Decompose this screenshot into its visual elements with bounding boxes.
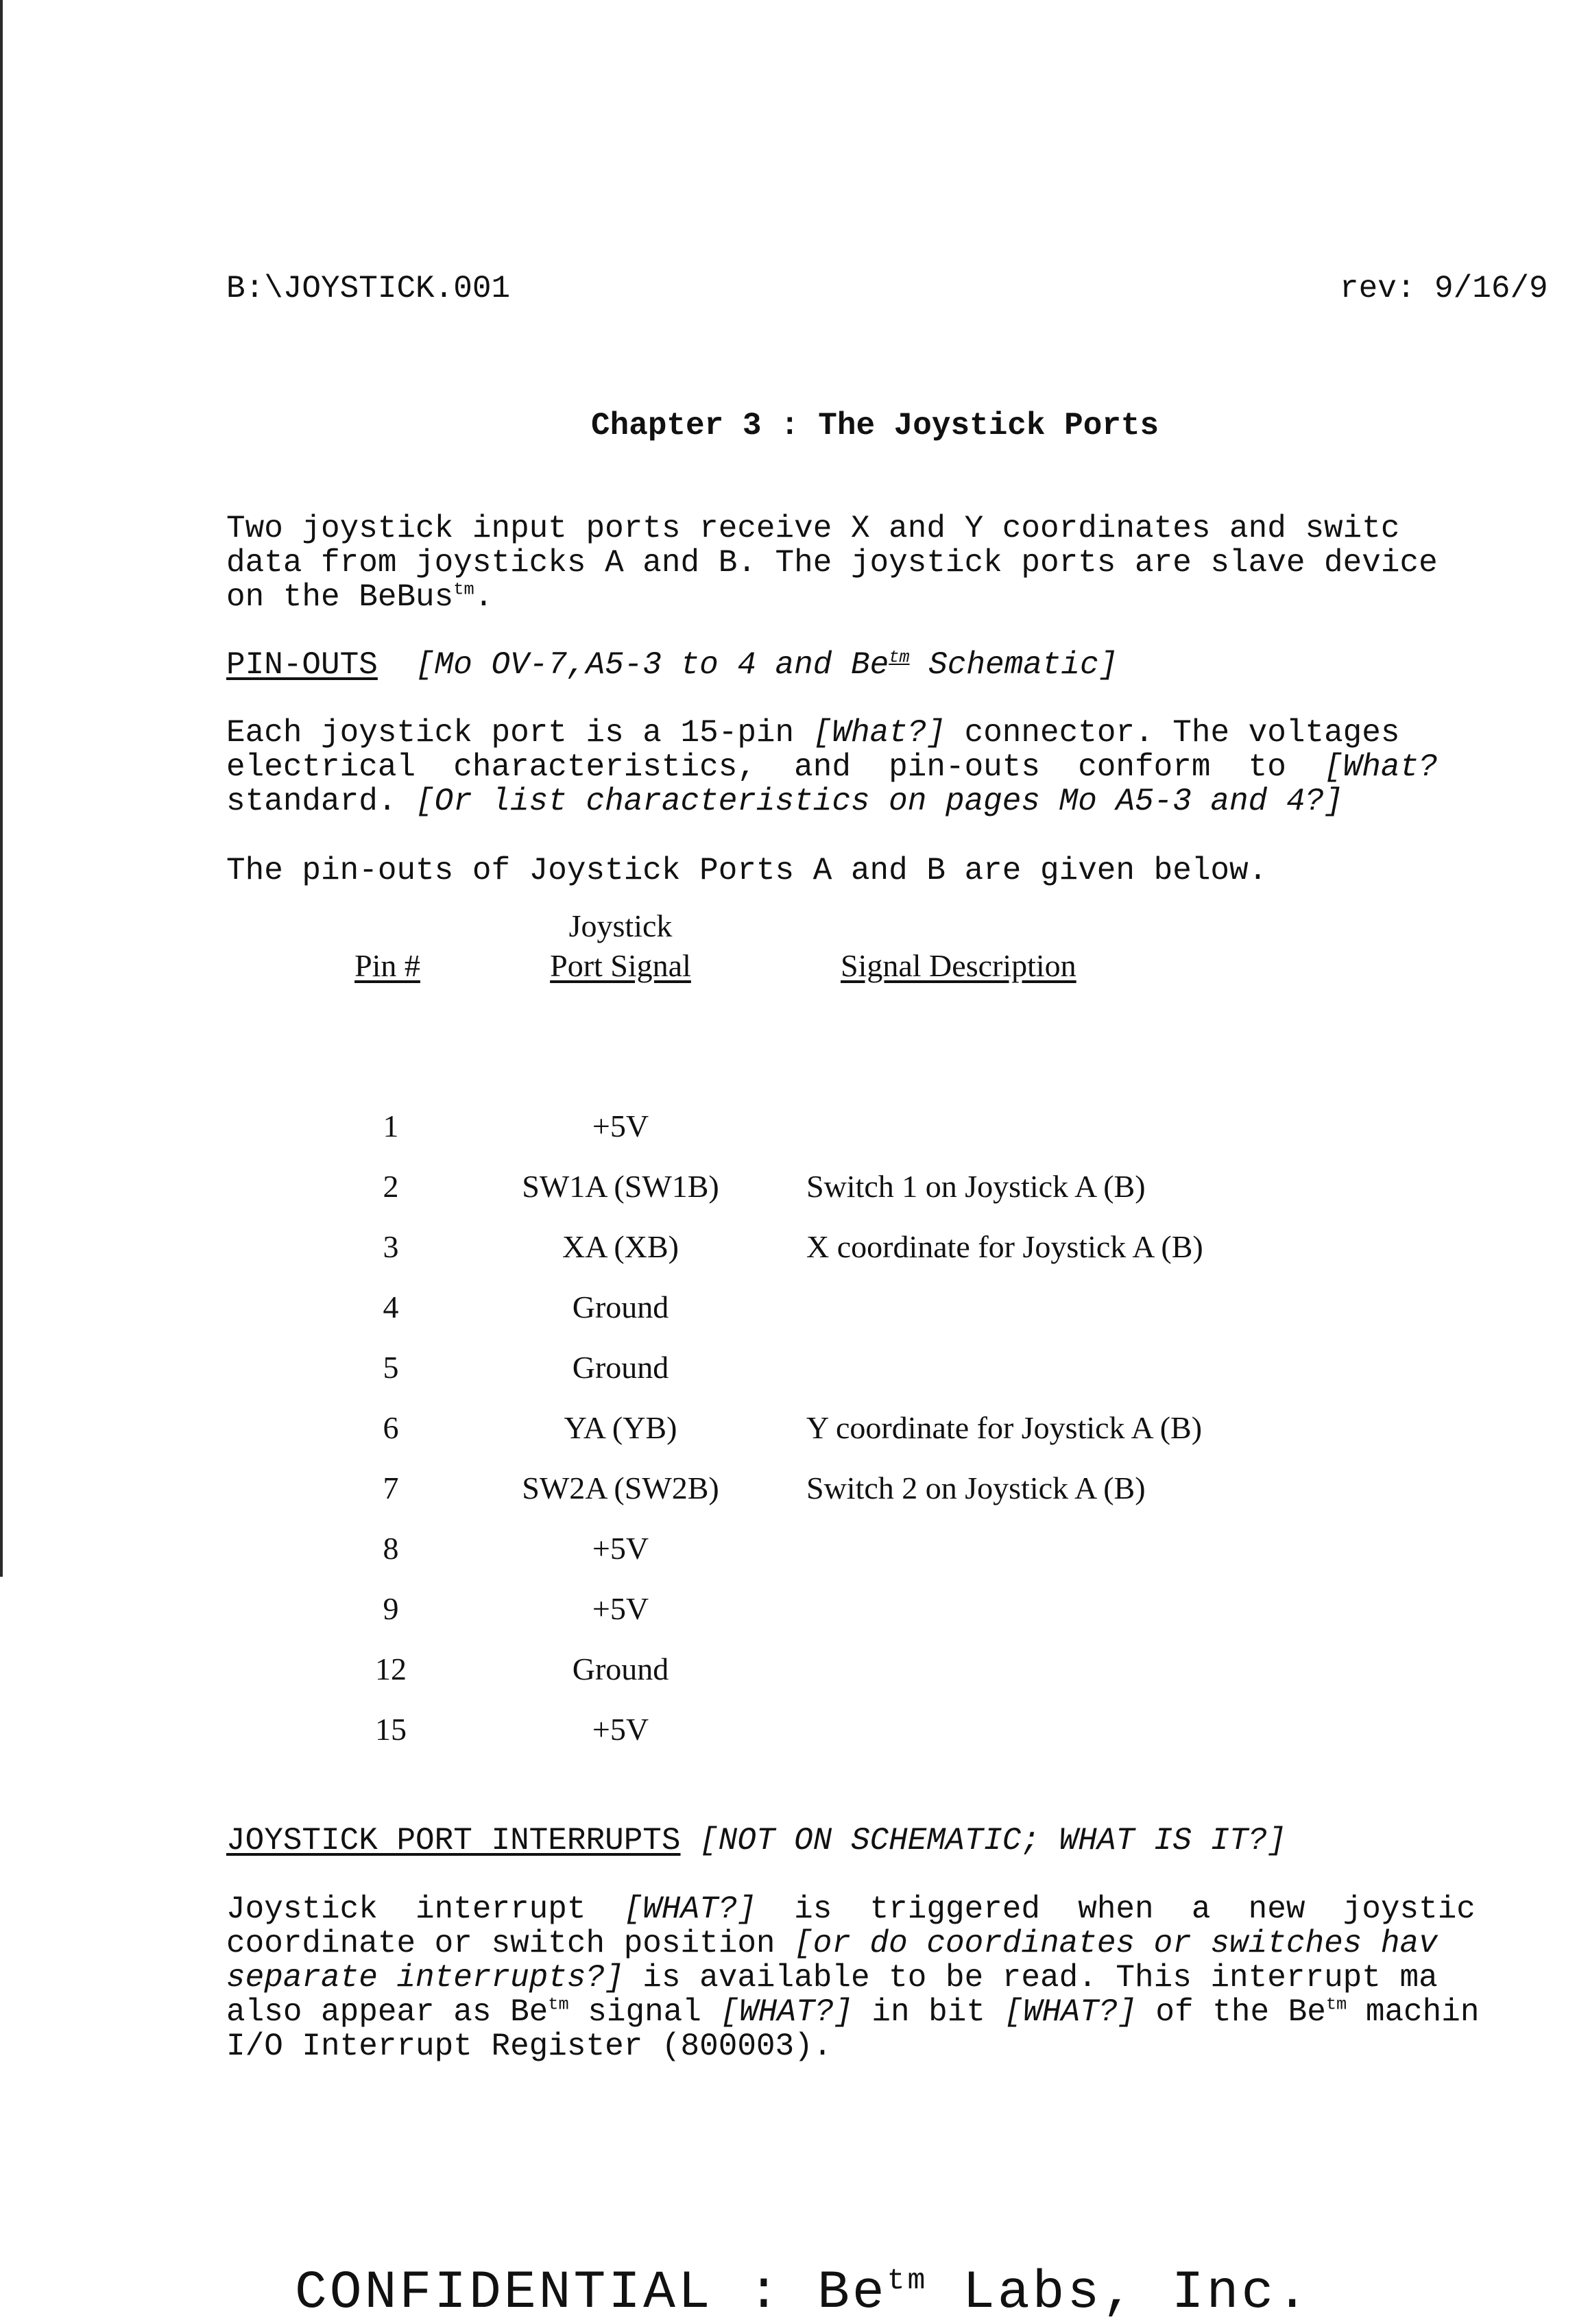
trademark-mark: tm <box>548 1994 569 2015</box>
pinouts-note: [Mo OV-7,A5-3 to 4 and $Be^{tm}$ Schematic] <box>416 647 1118 683</box>
trademark-mark: tm <box>1325 1994 1347 2015</box>
pinouts-intro-sentence: The pin-outs of Joystick Ports A and B are given below. <box>226 853 1268 888</box>
pin-number: 4 <box>383 1290 399 1324</box>
interrupts-line: Joystick interrupt [WHAT?] is triggered when a new joystic <box>226 1891 1476 1927</box>
scan-edge-line <box>0 0 3 1577</box>
pin-number: 9 <box>383 1591 399 1626</box>
pin-number: 1 <box>383 1109 399 1143</box>
port-signal: SW1A (SW1B) <box>522 1169 719 1204</box>
signal-description: Switch 1 on Joystick A (B) <box>806 1169 1146 1204</box>
confidential-footer: CONFIDENTIAL : $Be^{tm}$ Labs, Inc. <box>295 2263 1312 2323</box>
port-signal: +5V <box>592 1712 649 1747</box>
interrupts-line: separate interrupts?] is available to be read. This interrupt ma <box>226 1960 1438 1996</box>
header-description: Signal Description <box>841 948 1076 983</box>
header-pin: Pin # <box>354 948 420 983</box>
header-signal-bottom: Port Signal <box>550 948 691 983</box>
intro-line: data from joysticks A and B. The joystick ports are slave device <box>226 545 1438 581</box>
pin-number: 15 <box>375 1712 407 1747</box>
interrupts-note: [NOT ON SCHEMATIC; WHAT IS IT?] <box>699 1823 1286 1859</box>
signal-description: Y coordinate for Joystick A (B) <box>806 1410 1203 1445</box>
pin-number: 6 <box>383 1410 399 1445</box>
pinouts-line: Each joystick port is a 15-pin [What?] connector. The voltages <box>226 715 1400 751</box>
pinouts-line: standard. [Or list characteristics on pages Mo A5-3 and 4?] <box>226 784 1343 819</box>
intro-line: Two joystick input ports receive X and Y coordinates and switc <box>226 511 1400 546</box>
port-signal: YA (YB) <box>564 1410 677 1445</box>
port-signal: Ground <box>572 1651 669 1686</box>
pin-number: 3 <box>383 1229 399 1264</box>
port-signal: +5V <box>592 1109 649 1143</box>
revision-date: rev: 9/16/9 <box>1340 271 1548 306</box>
trademark-mark: tm <box>889 647 910 668</box>
pin-number: 8 <box>383 1531 399 1566</box>
port-signal: +5V <box>592 1531 649 1566</box>
pinouts-heading-line <box>226 648 1118 682</box>
trademark-mark: tm <box>453 579 474 600</box>
pinouts-line: electrical characteristics, and pin-outs conform to [What? <box>226 749 1438 785</box>
intro-line-end: . <box>474 579 494 615</box>
pin-number: 2 <box>383 1169 399 1204</box>
interrupts-heading-line <box>226 1824 1286 1858</box>
pin-number: 12 <box>375 1651 407 1686</box>
interrupts-line: also appear as $Be^{tm}$ signal [WHAT?] in bit [WHAT?] of the $Be^{tm}$ machin <box>226 1994 1480 2030</box>
signal-description: Switch 2 on Joystick A (B) <box>806 1470 1146 1505</box>
header-signal-top: Joystick <box>568 908 673 943</box>
pin-number: 5 <box>383 1350 399 1385</box>
pinouts-heading: PIN-OUTS <box>226 647 378 683</box>
interrupts-heading: JOYSTICK PORT INTERRUPTS <box>226 1823 681 1859</box>
intro-line <box>226 580 493 614</box>
trademark-mark: tm <box>887 2264 928 2297</box>
port-signal: +5V <box>592 1591 649 1626</box>
port-signal: SW2A (SW2B) <box>522 1470 719 1505</box>
port-signal: Ground <box>572 1350 669 1385</box>
port-signal: Ground <box>572 1290 669 1324</box>
file-path: B:\JOYSTICK.001 <box>226 271 511 306</box>
intro-line-text: on the BeBus <box>226 579 454 615</box>
chapter-title: Chapter 3 : The Joystick Ports <box>591 408 1159 444</box>
signal-description: X coordinate for Joystick A (B) <box>806 1229 1203 1264</box>
interrupts-line: I/O Interrupt Register (800003). <box>226 2029 832 2064</box>
interrupts-line: coordinate or switch position [or do coordinates or switches hav <box>226 1926 1438 1961</box>
pin-number: 7 <box>383 1470 399 1505</box>
port-signal: XA (XB) <box>562 1229 679 1264</box>
